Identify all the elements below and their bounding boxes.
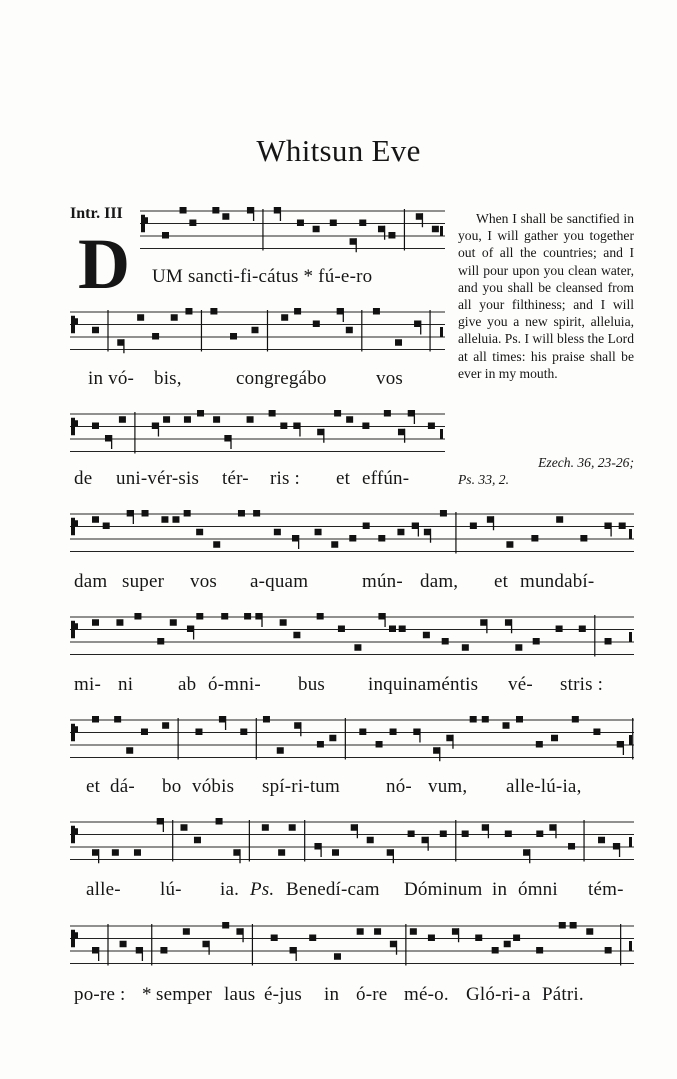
lyric-syllable: Ps. <box>250 879 275 900</box>
lyric-syllable: lú- <box>160 879 182 900</box>
lyric-syllable: dam <box>74 571 108 592</box>
lyric-syllable: Pátri. <box>542 984 584 1005</box>
reference-line-2: Ps. 33, 2. <box>458 472 509 488</box>
lyric-syllable: in vó- <box>88 368 135 389</box>
lyric-syllable: vóbis <box>192 776 235 797</box>
staff-5 <box>70 613 634 657</box>
lyric-syllable: a <box>522 984 531 1005</box>
lyric-syllable: vé- <box>508 674 533 695</box>
lyric-syllable: Dóminum <box>404 879 483 900</box>
lyric-syllable: ni <box>118 674 134 695</box>
lyric-syllable: ómni <box>518 879 558 900</box>
lyric-syllable: é-jus <box>264 984 302 1005</box>
lyric-syllable: mundabí- <box>520 571 595 592</box>
lyric-syllable: mún- <box>362 571 403 592</box>
lyric-syllable: dá- <box>110 776 135 797</box>
lyric-syllable: mi- <box>74 674 101 695</box>
lyric-syllable: mé-o. <box>404 984 449 1005</box>
lyric-syllable: UM sancti-fi-cátus * fú-e-ro <box>152 266 373 287</box>
lyric-syllable: et <box>494 571 509 592</box>
lyric-syllable: effún- <box>362 468 410 489</box>
lyric-syllable: dam, <box>420 571 459 592</box>
lyric-syllable: spí-ri-tum <box>262 776 340 797</box>
lyric-syllable: vos <box>376 368 403 389</box>
lyric-syllable: uni-vér-sis <box>116 468 200 489</box>
lyric-syllable: * <box>142 984 152 1005</box>
lyric-syllable: inquinaméntis <box>368 674 479 695</box>
staff-7 <box>70 818 634 863</box>
staff-1 <box>140 207 445 252</box>
lyric-syllable: alle- <box>86 879 121 900</box>
mode-label: Intr. III <box>70 205 123 222</box>
lyric-syllable: bus <box>298 674 325 695</box>
lyric-syllable: tém- <box>588 879 624 900</box>
staff-6 <box>70 716 634 761</box>
staff-8 <box>70 922 634 966</box>
initial-letter: D <box>78 224 130 304</box>
lyric-syllable: vum, <box>428 776 468 797</box>
translation-text <box>458 210 634 382</box>
lyric-syllable: tér- <box>222 468 249 489</box>
lyric-syllable: laus <box>224 984 256 1005</box>
staff-2 <box>70 308 445 353</box>
lyric-line-1 <box>152 266 372 288</box>
lyric-syllable: ó-re <box>356 984 388 1005</box>
lyric-syllable: po-re : <box>74 984 126 1005</box>
staff-4 <box>70 510 634 554</box>
lyric-syllable: in <box>492 879 508 900</box>
translation-paragraph: When I shall be sanctified in you, I will gather you together out of all the countries; and I will pour upon you clean water, and you shall be cleansed from all your filthiness; and I will give you a new spirit, alleluia, alleluia. Ps. I will bless the Lord at all times: his praise shall be ever in my mouth. <box>458 211 634 381</box>
scripture-reference <box>458 454 638 488</box>
reference-line-1: Ezech. 36, 23-26; <box>538 455 634 470</box>
lyric-syllable: bo <box>162 776 182 797</box>
lyric-syllable: semper <box>156 984 213 1005</box>
lyric-syllable: de <box>74 468 93 489</box>
lyric-syllable: et <box>86 776 101 797</box>
lyric-syllable: bis, <box>154 368 182 389</box>
lyric-syllable: ab <box>178 674 197 695</box>
lyric-syllable: ia. <box>220 879 240 900</box>
lyric-syllable: a-quam <box>250 571 309 592</box>
lyric-syllable: nó- <box>386 776 412 797</box>
lyric-syllable: ó-mni- <box>208 674 261 695</box>
lyric-syllable: Benedí-cam <box>286 879 380 900</box>
lyric-syllable: stris : <box>560 674 604 695</box>
staff-3 <box>70 410 445 454</box>
lyric-syllable: congregábo <box>236 368 327 389</box>
lyric-syllable: in <box>324 984 340 1005</box>
lyric-syllable: super <box>122 571 165 592</box>
lyric-syllable: et <box>336 468 351 489</box>
lyric-syllable: alle-lú-ia, <box>506 776 582 797</box>
lyric-syllable: Gló-ri- <box>466 984 521 1005</box>
page-title: Whitsun Eve <box>256 133 421 168</box>
lyric-syllable: ris : <box>270 468 301 489</box>
lyric-syllable: vos <box>190 571 217 592</box>
